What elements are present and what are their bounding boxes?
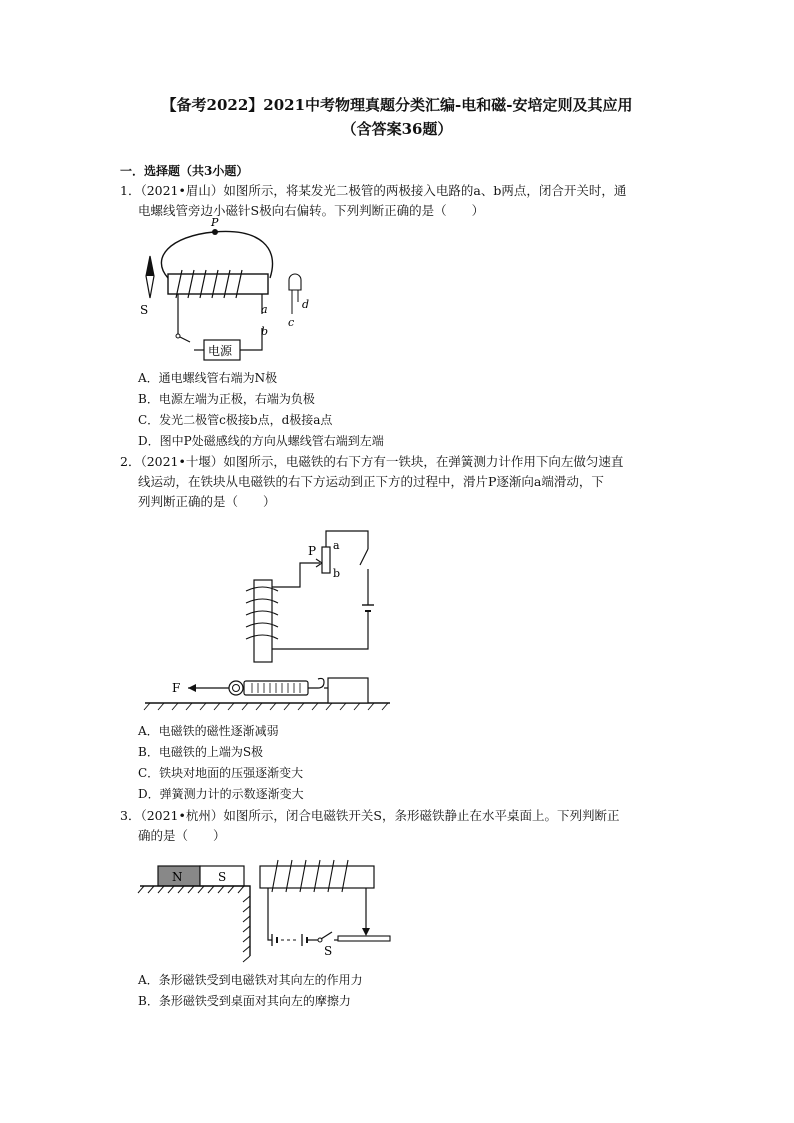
electromagnet-core [254, 580, 272, 662]
label-p2: P [308, 544, 317, 558]
label-a: a [261, 303, 268, 316]
label-b2: b [333, 567, 341, 580]
label-switch-s: S [324, 944, 333, 958]
label-a2: a [333, 539, 340, 552]
scale-ring-inner [233, 685, 240, 692]
compass-needle-dark [146, 256, 154, 276]
section-heading: 一．选择题（共3小题） [120, 164, 249, 178]
slider-arrow-icon-3 [362, 928, 370, 936]
question-3-stem [120, 806, 680, 846]
q1-option-d: D．图中P处磁感线的方向从螺线管右端到左端 [138, 434, 384, 448]
title-line-1: 【备考2022】2021中考物理真题分类汇编-电和磁-安培定则及其应用 [161, 96, 633, 114]
led-icon [289, 274, 301, 290]
q1-option-c: C．发光二极管c极接b点，d极接a点 [138, 413, 333, 427]
question-3-line-1: 3．（2021•杭州）如图所示，闭合电磁铁开关S，条形磁铁静止在水平桌面上。下列判断正 [120, 808, 620, 823]
label-s: S [218, 870, 227, 884]
wire-top [272, 563, 320, 587]
force-arrow-head-icon [188, 684, 196, 692]
wire-right [240, 328, 262, 350]
rheostat [322, 547, 330, 573]
question-3-line-2: 确的是（ ） [138, 828, 226, 843]
iron-block [328, 678, 368, 703]
label-n: N [172, 870, 183, 884]
question-2-stem [120, 452, 680, 512]
label-p: P [211, 216, 219, 229]
question-2-line-3: 列判断正确的是（ ） [138, 494, 276, 509]
question-1-figure [130, 218, 330, 368]
question-1-stem [120, 181, 680, 221]
label-s-pole: S [140, 303, 149, 317]
q3-option-b: B．条形磁铁受到桌面对其向左的摩擦力 [138, 994, 351, 1008]
title-line-2: （含答案36题） [341, 120, 453, 138]
question-2-line-2: 线运动，在铁块从电磁铁的右下方运动到正下方的过程中，滑片P逐渐向a端滑动，下 [138, 474, 604, 489]
wire-left-3 [268, 888, 272, 940]
q2-option-c: C．铁块对地面的压强逐渐变大 [138, 766, 304, 780]
label-b: b [261, 325, 269, 338]
power-source-label: 电源 [208, 344, 233, 358]
table-edge [140, 886, 250, 956]
field-line-arc [161, 231, 272, 278]
switch-blade [360, 549, 368, 565]
q2-option-a: A．电磁铁的磁性逐渐减弱 [138, 724, 279, 738]
question-1-line-1: 1．（2021•眉山）如图所示，将某发光二极管的两极接入电路的a、b两点，闭合开关时，通 [120, 183, 627, 198]
slide-rheostat [338, 936, 390, 941]
hook-icon [308, 678, 324, 688]
q2-option-b: B．电磁铁的上端为S极 [138, 745, 264, 759]
q3-option-a: A．条形磁铁受到电磁铁对其向左的作用力 [138, 973, 363, 987]
label-c: c [288, 316, 295, 329]
question-2-line-1: 2．（2021•十堰）如图所示，电磁铁的右下方有一铁块，在弹簧测力计作用下向左做匀速直 [120, 454, 624, 469]
solenoid [168, 274, 268, 294]
table-hatch [138, 886, 250, 962]
label-f: F [172, 681, 181, 695]
question-3-figure [138, 852, 398, 962]
question-1-line-2: 电螺线管旁边小磁针S极向右偏转。下列判断正确的是（ ） [138, 203, 485, 218]
document-title [0, 93, 794, 141]
switch-blade-3 [321, 932, 332, 939]
q1-option-a: A．通电螺线管右端为N极 [138, 371, 278, 385]
point-p [212, 229, 218, 235]
switch-pivot [176, 334, 180, 338]
question-2-figure [140, 525, 400, 710]
q1-option-b: B．电源左端为正极，右端为负极 [138, 392, 315, 406]
wire-return [272, 611, 368, 649]
label-d: d [302, 298, 310, 311]
ground-hatch [144, 703, 388, 710]
q2-option-d: D．弹簧测力计的示数逐渐变大 [138, 787, 304, 801]
